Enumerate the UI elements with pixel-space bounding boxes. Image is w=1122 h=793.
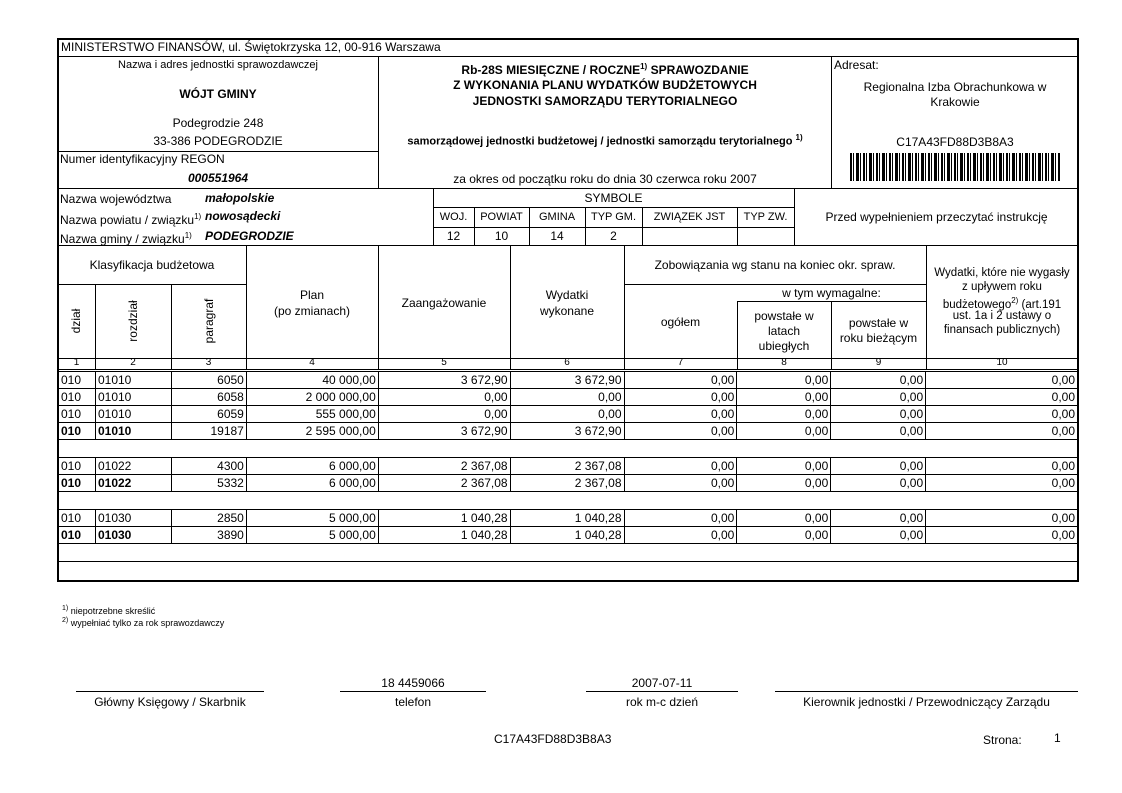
report-period: za okres od początku roku do dnia 30 czerwca roku 2007 [453,172,757,186]
table-cell-biezacy: 0,00 [831,389,926,406]
table-cell-rozdzial: 01010 [95,423,171,440]
table-cell-plan: 2 595 000,00 [246,423,378,440]
divider [58,369,1078,370]
unit-label: Nazwa i adres jednostki sprawozdawczej [118,59,318,71]
table-cell-biezacy: 0,00 [831,406,926,423]
column-number: 2 [130,357,136,368]
table-cell-ubiegle: 0,00 [737,527,831,544]
report-title-line3: JEDNOSTKI SAMORZĄDU TERYTORIALNEGO [472,94,738,108]
table-cell-dzial: 010 [59,389,96,406]
table-cell-ogolem: 0,00 [624,372,737,389]
symbol-value-gmina: 14 [550,229,564,243]
regon-value: 000551964 [187,171,249,185]
table-row-subtotal [59,475,1078,492]
header-ubiegle-3: ubiegłych [758,339,810,353]
date-label: rok m-c dzień [625,695,699,709]
divider [831,56,832,188]
table-cell-rozdzial: 01010 [95,372,171,389]
table-cell-wyk: 2 367,08 [510,475,624,492]
symbol-header-zwiazek: ZWIĄZEK JST [653,211,726,223]
table-cell-paragraf: 6058 [171,389,246,406]
voivodeship-value: małopolskie [205,191,275,205]
symbol-header-typ-zw: TYP ZW. [743,211,788,223]
table-cell-paragraf: 6050 [171,372,246,389]
table-cell-dzial: 010 [59,510,96,527]
table-cell-zaang: 1 040,28 [378,527,510,544]
regon-label: Numer identyfikacyjny REGON [60,152,225,166]
table-row-subtotal [59,527,1078,544]
table-cell-niewygasle: 0,00 [926,423,1078,440]
table-row [59,458,1078,475]
table-row-spacer [59,492,1078,510]
table-cell-plan: 555 000,00 [246,406,378,423]
column-number: 4 [309,357,315,368]
table-cell-ogolem: 0,00 [624,475,737,492]
table-cell-plan: 6 000,00 [246,458,378,475]
gmina-value: PODEGRODZIE [205,229,294,243]
table-cell-niewygasle: 0,00 [926,458,1078,475]
document-code: C17A43FD88D3B8A3 [896,135,1014,149]
table-cell-plan: 40 000,00 [246,372,378,389]
table-cell-plan: 5 000,00 [246,510,378,527]
symbol-value-typ-gm: 2 [610,229,617,243]
divider [58,188,1078,189]
table-cell [59,440,1078,458]
table-cell-dzial: 010 [59,458,96,475]
divider [58,245,1078,246]
table-cell-rozdzial: 01010 [95,389,171,406]
divider [831,358,832,369]
table-cell-rozdzial: 01022 [95,475,171,492]
symbol-value-powiat: 10 [494,229,509,243]
header-niewygasle-2: z upływem roku [962,281,1042,293]
table-cell-biezacy: 0,00 [831,527,926,544]
table-cell-wyk: 3 672,90 [510,372,624,389]
unit-address-line2: 33-386 PODEGRODZIE [153,134,283,148]
table-cell-niewygasle: 0,00 [926,372,1078,389]
report-title-main: Rb-28S MIESIĘCZNE / ROCZNE [461,63,641,77]
table-cell-wyk: 3 672,90 [510,423,624,440]
table-cell-biezacy: 0,00 [831,510,926,527]
report-subtitle [379,131,831,149]
table-cell-paragraf: 4300 [171,458,246,475]
divider [433,207,794,208]
table-cell-wyk: 1 040,28 [510,510,624,527]
table-cell-ogolem: 0,00 [624,423,737,440]
divider [58,56,1078,57]
table-cell-ogolem: 0,00 [624,406,737,423]
phone-label: telefon [394,695,432,709]
column-number: 6 [564,357,570,368]
header-zaangazowanie: Zaangażowanie [401,296,487,310]
table-cell-paragraf: 5332 [171,475,246,492]
table-cell-rozdzial: 01022 [95,458,171,475]
report-subtitle-text: samorządowej jednostki budżetowej / jednostki samorządu terytorialnego [407,135,793,148]
divider [926,358,927,369]
table-cell-ubiegle: 0,00 [737,372,831,389]
report-title-suffix: SPRAWOZDANIE [647,63,749,77]
table-cell-wyk: 1 040,28 [510,527,624,544]
header-niewygasle-4: ust. 1a i 2 ustawy o [952,310,1052,322]
divider [95,358,96,369]
header-paragraf: paragraf [202,298,216,344]
table-cell-niewygasle: 0,00 [926,406,1078,423]
table-row [59,510,1078,527]
footer-code: C17A43FD88D3B8A3 [494,732,612,746]
table-cell-niewygasle: 0,00 [926,510,1078,527]
divider [171,358,172,369]
addressee-line1: Regionalna Izba Obrachunkowa w [863,80,1047,94]
table-cell-dzial: 010 [59,527,96,544]
column-number: 3 [205,357,212,368]
table-cell-ubiegle: 0,00 [737,423,831,440]
divider [95,284,96,358]
gmina-label [60,229,192,246]
header-plan-sub: (po zmianach) [273,304,351,318]
table-cell-zaang: 0,00 [378,389,510,406]
table-cell-ubiegle: 0,00 [737,475,831,492]
table-cell-dzial: 010 [59,423,96,440]
table-cell-niewygasle: 0,00 [926,389,1078,406]
divider [737,358,738,369]
footnote-2-text: wypełniać tylko za rok sprawozdawczy [70,618,225,628]
signature-line-accountant [76,691,264,692]
table-cell [59,492,1078,510]
header-wymagalne: w tym wymagalne: [782,286,881,300]
page-label: Strona: [983,733,1022,747]
table-cell-ogolem: 0,00 [624,389,737,406]
header-rozdzial: rozdział [126,300,140,342]
table-cell-biezacy: 0,00 [831,423,926,440]
table-cell-ogolem: 0,00 [624,510,737,527]
table-cell-rozdzial: 01030 [95,510,171,527]
divider [58,284,246,285]
footnote-ref: 1) [62,605,69,612]
symbol-header-typ-gm: TYP GM. [590,211,637,223]
table-cell-biezacy: 0,00 [831,475,926,492]
table-cell-zaang: 2 367,08 [378,458,510,475]
divider [378,358,379,369]
symbol-header-powiat: POWIAT [480,211,523,223]
report-title [379,60,831,77]
signature-line-head [775,691,1078,692]
footnote-ref: 1) [194,212,202,221]
table-cell-paragraf: 3890 [171,527,246,544]
column-number: 5 [441,357,447,368]
gmina-label-text: Nazwa gminy / związku [60,232,185,246]
divider [510,358,511,369]
table-row [59,406,1078,423]
header-ogolem: ogółem [660,315,701,329]
table-row [59,372,1078,389]
table-cell-plan: 5 000,00 [246,527,378,544]
table-cell-zaang: 1 040,28 [378,510,510,527]
table-cell [59,544,1078,562]
header-plan: Plan [299,288,325,302]
footnote-ref: 1) [640,62,648,71]
table-cell-rozdzial: 01030 [95,527,171,544]
table-cell-ubiegle: 0,00 [737,406,831,423]
signature-line-phone [340,691,486,692]
table-cell-ubiegle: 0,00 [737,458,831,475]
table-row-subtotal [59,423,1078,440]
table-cell-zaang: 3 672,90 [378,423,510,440]
addressee-line2: Krakowie [930,95,980,109]
footnote-ref: 1) [184,231,192,240]
symbols-title: SYMBOLE [584,191,643,205]
divider [171,284,172,358]
footnote-ref: 2) [1011,296,1019,305]
signature-head-label: Kierownik jednostki / Przewodniczący Zarządu [803,695,1050,709]
table-cell-niewygasle: 0,00 [926,527,1078,544]
column-number: 9 [875,357,882,368]
signature-accountant-label: Główny Księgowy / Skarbnik [94,695,246,709]
table-cell-ubiegle: 0,00 [737,389,831,406]
table-cell-biezacy: 0,00 [831,372,926,389]
header-klasyfikacja: Klasyfikacja budżetowa [89,258,215,272]
header-biezacy-2: roku bieżącym [839,331,918,345]
header-niewygasle-3-text: budżetowego [942,298,1012,311]
powiat-label-text: Nazwa powiatu / związku [60,213,195,227]
header-zobowiazania: Zobowiązania wg stanu na koniec okr. spraw. [654,258,896,272]
header-wydatki: Wydatki [545,288,589,302]
header-wydatki-sub: wykonane [539,304,595,318]
header-niewygasle: Wydatki, które nie wygasły [934,267,1070,279]
divider [246,358,247,369]
table-row-spacer [59,440,1078,458]
footnote-1-text: niepotrzebne skreślić [70,606,156,616]
barcode-image [850,153,1060,181]
table-cell-dzial: 010 [59,406,96,423]
symbol-header-gmina: GMINA [538,211,576,223]
header-biezacy: powstałe w [848,316,909,330]
phone-value: 18 4459066 [381,676,445,690]
symbol-header-woj: WOJ. [439,211,468,223]
table-cell-paragraf: 19187 [171,423,246,440]
table-cell-wyk: 0,00 [510,406,624,423]
table-cell-zaang: 0,00 [378,406,510,423]
column-number: 10 [996,357,1008,368]
table-cell-ogolem: 0,00 [624,458,737,475]
table-cell-wyk: 0,00 [510,389,624,406]
table-cell-ubiegle: 0,00 [737,510,831,527]
powiat-label [60,210,201,227]
header-dzial: dział [69,308,83,334]
date-value: 2007-07-11 [631,676,693,690]
footnote-2 [62,614,224,630]
divider [433,227,794,228]
column-number: 8 [781,357,787,368]
report-title-line2: Z WYKONANIA PLANU WYDATKÓW BUDŻETOWYCH [453,78,757,92]
table-cell-zaang: 2 367,08 [378,475,510,492]
table-cell-zaang: 3 672,90 [378,372,510,389]
footnote-ref: 1) [795,133,803,142]
header-niewygasle-5: finansach publicznych) [943,324,1061,336]
header-niewygasle-3-suffix: (art.191 [1018,298,1062,311]
expenditure-table [58,371,1078,562]
ministry-address: MINISTERSTWO FINANSÓW, ul. Świętokrzyska 12, 00-916 Warszawa [61,40,441,54]
instruction-note: Przed wypełnieniem przeczytać instrukcję [825,210,1048,224]
header-ubiegle-2: latach [767,324,801,338]
column-number: 1 [73,357,80,368]
table-cell-rozdzial: 01010 [95,406,171,423]
table-cell-dzial: 010 [59,475,96,492]
signature-line-date [586,691,738,692]
table-cell-ogolem: 0,00 [624,527,737,544]
table-cell-paragraf: 6059 [171,406,246,423]
addressee-label: Adresat: [834,58,879,72]
table-cell-plan: 6 000,00 [246,475,378,492]
powiat-value: nowosądecki [205,209,281,223]
page-number: 1 [1054,731,1061,745]
symbol-value-woj: 12 [446,229,461,243]
table-cell-dzial: 010 [59,372,96,389]
table-cell-paragraf: 2850 [171,510,246,527]
divider [624,284,926,285]
divider [624,358,625,369]
unit-name: WÓJT GMINY [179,87,257,101]
header-ubiegle: powstałe w [754,309,814,323]
column-number: 7 [677,357,684,368]
table-cell-biezacy: 0,00 [831,458,926,475]
unit-address-line1: Podegrodzie 248 [172,116,264,130]
table-cell-wyk: 2 367,08 [510,458,624,475]
table-cell-plan: 2 000 000,00 [246,389,378,406]
voivodeship-label: Nazwa województwa [60,192,172,206]
table-cell-niewygasle: 0,00 [926,475,1078,492]
footnote-ref: 2) [62,617,69,624]
table-row [59,389,1078,406]
table-row-spacer [59,544,1078,562]
